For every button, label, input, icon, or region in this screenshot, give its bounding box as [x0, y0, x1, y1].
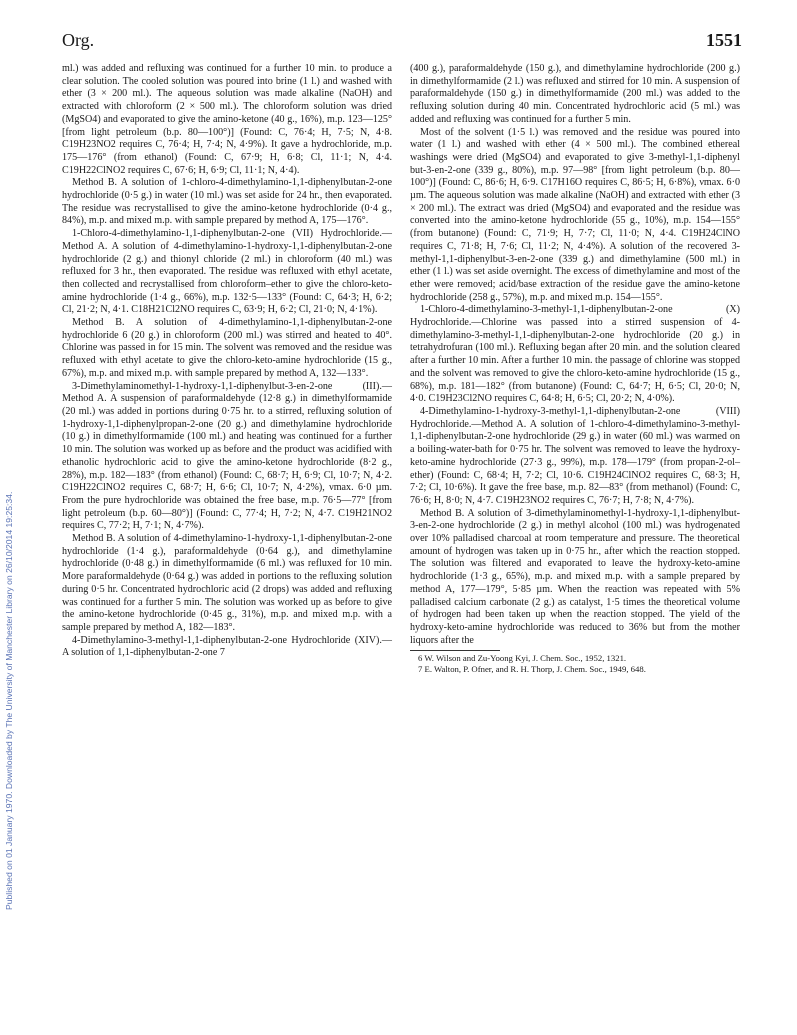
download-note: Published on 01 January 1970. Downloaded by The University of Manchester Library on 26/10/2014 19:25:34.: [4, 491, 14, 910]
paragraph: 1-Chloro-4-dimethylamino-1,1-diphenylbutan-2-one (VII) Hydrochloride.—Method A. A solution of 4-dimethylamino-1-hydroxy-1,1-diphenylbutan-2-one hydrochloride (2 g.) and thionyl chloride (2 ml.) in chloroform (40 ml.) was refluxed for 3 hr., then evaporated. The residue was refluxed with ethyl acetate, then collected and recrystallised from chloroform–ether to give the chloro-keto-amine hydrochloride (1·4 g., 66%), m.p. 132·5—133° (Found: C, 64·3; H, 6·2; Cl, 21·2; N, 4·1. C18H21Cl2NO requires C, 63·9; H, 6·2; Cl, 21·0; N, 4·1%).: [62, 228, 392, 316]
page-header: [62, 30, 742, 52]
paragraph: (400 g.), paraformaldehyde (150 g.), and dimethylamine hydrochloride (200 g.) in dimethylformamide (2 l.) was refluxed and stirred for 10 min. A suspension of paraformaldehyde (150 g.) in dimethylformamide (200 ml.) was added to the refluxing solution during 40 min. Concentrated hydrochloric acid (5 ml.) was added and refluxing was continued for a further 5 min.: [410, 63, 740, 125]
paragraph: Method B. A solution of 4-dimethylamino-1-hydroxy-1,1-diphenylbutan-2-one hydrochloride (1·4 g.), paraformaldehyde (0·64 g.), and dimethylamine hydrochloride (0·48 g.) in dimethylformamide (6 ml.) was refluxed for 10 min. More paraformaldehyde (0·64 g.) was added in portions to the refluxing solution during 0·5 hr. Concentrated hydrochloric acid (2 drops) was added and refluxing was continued for a further 5 min. The solution was worked up as before to give the amino-ketone hydrochloride (0·45 g., 31%), m.p. and mixed m.p. with a sample prepared by method A, 182—183°.: [62, 533, 392, 633]
footnote-rule: [410, 650, 500, 651]
left-column: [62, 63, 392, 660]
paragraph: 4-Dimethylamino-1-hydroxy-3-methyl-1,1-diphenylbutan-2-one (VIII) Hydrochloride.—Method A. A solution of 1-chloro-4-dimethylamino-3-methyl-1,1-diphenylbutan-2-one hydrochloride (29 g.) in water (60 ml.) was warmed on a boiling-water-bath for 0·75 hr. The solvent was removed to leave the hydroxy-keto-amine hydrochloride (27·3 g., 99%), m.p. 178—179° (from propan-2-ol–ether) (Found: C, 68·4; H, 7·2; Cl, 10·6. C19H24ClNO2 requires C, 68·3; H, 7·2; Cl, 10·6%). It gave the free base, m.p. 82—83° (from methanol) (Found: C, 76·6; H, 8·0; N, 4·7. C19H23NO2 requires C, 76·7; H, 7·8; N, 4·7%).: [410, 405, 740, 506]
journal-section: Org.: [62, 30, 95, 50]
right-column: [410, 63, 740, 675]
page-number: 1551: [706, 30, 742, 50]
paragraph: Method B. A solution of 4-dimethylamino-1,1-diphenylbutan-2-one hydrochloride 6 (20 g.) in chloroform (200 ml.) was stirred and heated to 40°. Chlorine was passed in for 15 min. The solvent was removed and the residue was refluxed with ethyl acetate to give the chloro-keto-amine hydrochloride (15 g., 67%), m.p. and mixed m.p. with sample prepared by method A, 132—133°.: [62, 317, 392, 379]
paragraph: 4-Dimethylamino-3-methyl-1,1-diphenylbutan-2-one Hydrochloride (XIV).—A solution of 1,1-diphenylbutan-2-one 7: [62, 634, 392, 659]
paragraph: Method B. A solution of 3-dimethylaminomethyl-1-hydroxy-1,1-diphenylbut-3-en-2-one hydrochloride (2 g.) in methyl alcohol (100 ml.) was hydrogenated over 10% palladised charcoal at room temperature and pressure. The theoretical amount of hydrogen was taken up in 0·75 hr., after which the reaction stopped. The solution was filtered and evaporated to leave the hydroxy-keto-amine hydrochloride (1·3 g., 65%), m.p. and mixed m.p. with a sample prepared by method A, 177—179°, 5·85 µm. When the reaction was repeated with 5% palladised calcium carbonate (2 g.) as catalyst, 1·5 times the theoretical volume of hydrogen had been taken up when the reaction stopped. The yield of the hydroxy-keto-amine hydrochloride was reduced to 36% but from the mother liquors after the: [410, 507, 740, 646]
download-watermark: [4, 110, 18, 910]
paragraph: 1-Chloro-4-dimethylamino-3-methyl-1,1-diphenylbutan-2-one (X) Hydrochloride.—Chlorine was passed into a stirred suspension of 4-dimethylamino-3-methyl-1,1-diphenylbutan-2-one hydrochloride (20 g.) in tetrahydrofuran (100 ml.). Refluxing began after 20 min. and the solution cleared after a further 10 min. After a further 10 min. the passage of chlorine was stopped and the solvent was removed to give the chloro-keto-amine hydrochloride (15 g., 68%), m.p. 181—182° (from butanone) (Found: C, 64·7; H, 6·5; Cl, 20·0; N, 4·0. C19H23Cl2NO requires C, 64·8; H, 6·5; Cl, 20·2; N, 4·0%).: [410, 304, 740, 405]
paragraph: Most of the solvent (1·5 l.) was removed and the residue was poured into water (1 l.) and washed with ether (4 × 500 ml.). The combined ethereal washings were dried (MgSO4) and evaporated to give 3-methyl-1,1-diphenyl but-3-en-2-one (339 g., 80%), m.p. 97—98° [from light petroleum (b.p. 80—100°)] (Found: C, 86·6; H, 6·9. C17H16O requires C, 86·5; H, 6·8%), νmax. 6·0 µm. The aqueous solution was made alkaline (NaOH) and extracted with ether (3 × 200 ml.). The extract was dried (MgSO4) and evaporated and the residue was converted into the amino-ketone hydrochloride (55 g., 10%), m.p. 154—155° (from butanone) (Found: C, 71·9; H, 7·7; Cl, 11·0; N, 4·4. C19H24ClNO requires C, 71·8; H, 7·6; Cl, 11·2; N, 4·4%). A solution of the recovered 3-methyl-1,1-diphenylbut-3-en-2-one (339 g.) and dimethylamine (500 ml.) in ether (1 l.) was set aside overnight. The excess of dimethylamine and most of the ether were removed; acid/base extraction of the residue gave the amino-ketone hydrochloride (258 g., 57%), m.p. and mixed m.p. 154—155°.: [410, 126, 740, 303]
paragraph: 3-Dimethylaminomethyl-1-hydroxy-1,1-diphenylbut-3-en-2-one (III).—Method A. A suspension of paraformaldehyde (12·8 g.) in dimethylformamide (20 ml.) was added in portions during 0·75 hr. to a stirred, refluxing solution of 1-hydroxy-1,1-diphenylpropan-2-one (20 g.) and dimethylamine hydrochloride (10 g.) in dimethylformamide (100 ml.) and heating was continued for a further 10 min. The solution was worked up as before and the product was acidified with ethanolic hydrochloric acid to give the amino-ketone hydrochloride (8·2 g., 28%), m.p. 182—183° (from ethanol) (Found: C, 68·7; H, 6·9; Cl, 10·7; N, 4·2. C19H22ClNO2 requires C, 68·7; H, 6·6; Cl, 10·7; N, 4·2%), νmax. 6·0 µm. From the pure hydrochloride was obtained the free base, m.p. 76·5—77° [from light petroleum (b.p. 60—80°)] (Found: C, 77·4; H, 7·2; N, 4·7. C19H21NO2 requires C, 77·2; H, 7·1; N, 4·7%).: [62, 380, 392, 532]
paragraph: ml.) was added and refluxing was continued for a further 10 min. to produce a clear solution. The cooled solution was poured into brine (1 l.) and washed with ether (3 × 200 ml.). The aqueous solution was made alkaline (NaOH) and extracted with chloroform (2 × 500 ml.). The chloroform solution was dried (MgSO4) and evaporated to give the amino-ketone (40 g., 16%), m.p. 123—125° [from light petroleum (b.p. 80—100°)] (Found: C, 76·4; H, 7·5; N, 4·8. C19H23NO2 requires C, 76·4; H, 7·4; N, 4·9%). It gave a hydrochloride, m.p. 175—176° (from ethanol) (Found: C, 67·9; H, 6·8; Cl, 11·1; N, 4·4. C19H22ClNO2 requires C, 67·6; H, 6·9; Cl, 11·1; N, 4·4).: [62, 63, 392, 176]
footnote: 6 W. Wilson and Zu-Yoong Kyi, J. Chem. Soc., 1952, 1321.: [418, 653, 627, 664]
footnote: 7 E. Walton, P. Ofner, and R. H. Thorp, J. Chem. Soc., 1949, 648.: [418, 664, 646, 675]
paragraph: Method B. A solution of 1-chloro-4-dimethylamino-1,1-diphenylbutan-2-one hydrochloride (0·5 g.) in water (10 ml.) was set aside for 24 hr., then evaporated. The residue was recrystallised to give the amino-ketone hydrochloride (0·4 g., 84%), m.p. and mixed m.p. with sample prepared by method A, 175—176°.: [62, 177, 392, 227]
